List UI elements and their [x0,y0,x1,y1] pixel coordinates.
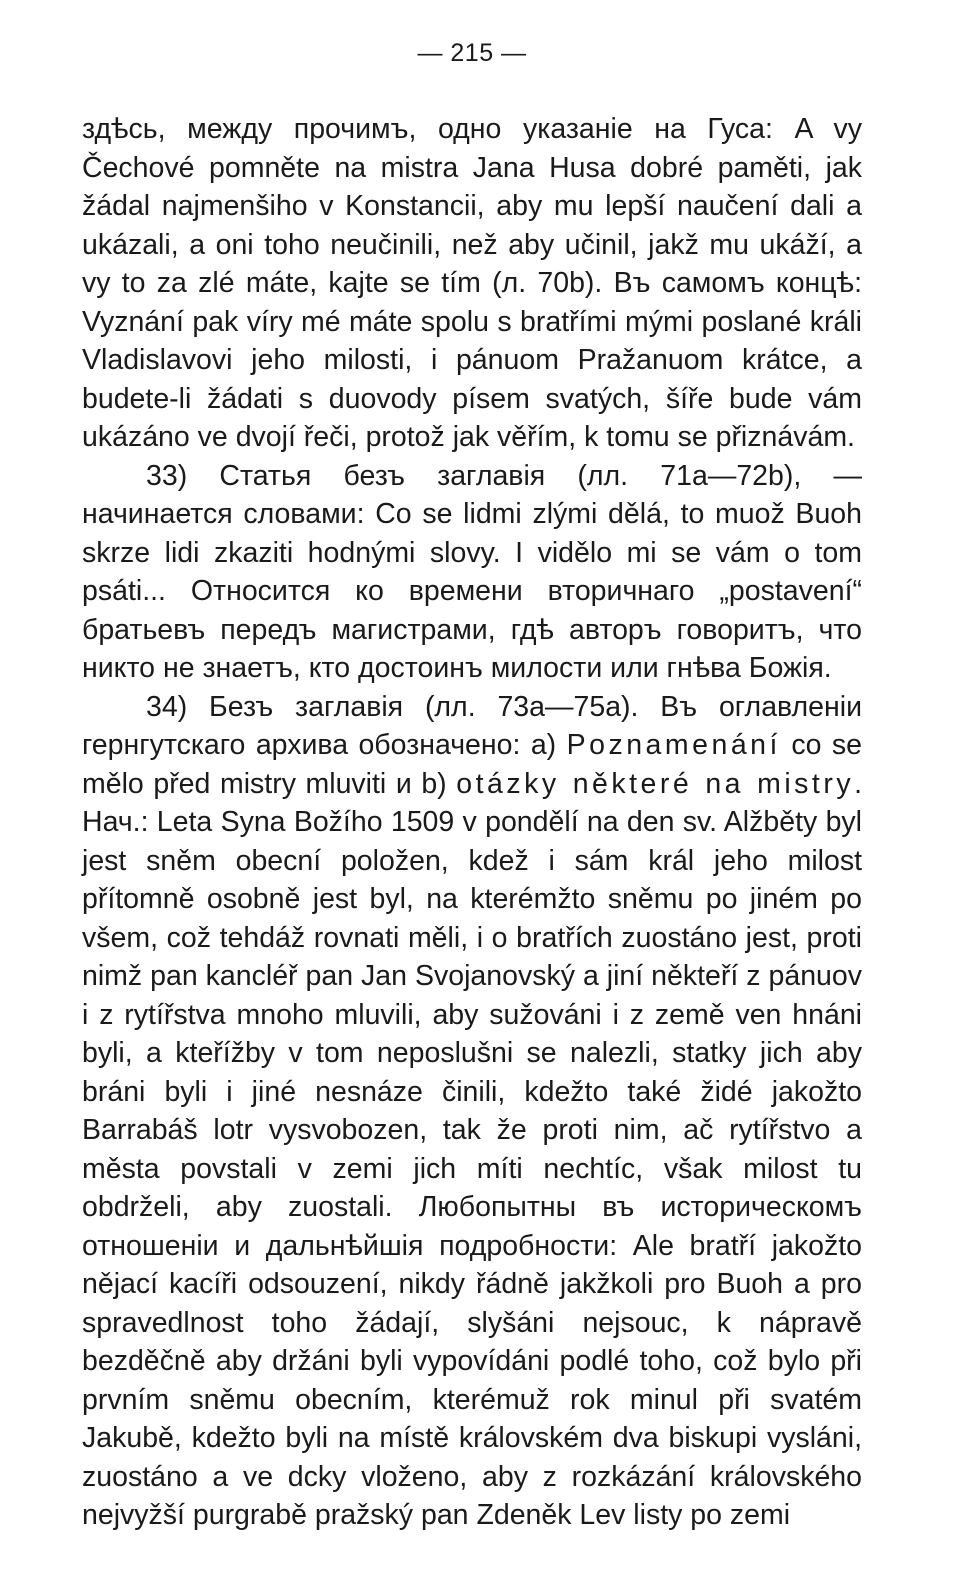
paragraph-text: . Нач.: Leta Syna Božího 1509 v pondělí na den sv. Alžběty byl jest sněm obecní položen, kdež i sám král jeho milost přítomně osobně jest byl, na kterémžto sněmu po jiném po všem, což tehdáž rovnati měli, i o bratřích zuostáno jest, proti nimž pan kancléř pan Jan Svojanovský a jiní někteří z pánuov i z rytířstva mnoho mluvili, aby sužováni i z země ven hnáni byli, a kteřížby v tom neposlušni se nalezli, statky jich aby bráni byli i jiné nesnáze činili, kdežto také židé jakožto Barrabáš lotr vysvobozen, tak že proti nim, ač rytířstvo a města povstali v zemi jich míti nechtíc, však milost tu obdrželi, aby zuostali. Любопытны въ историческомъ отношеніи и дальнѣйшія подробности: Ale bratří jakožto nějací kacíři odsouzení, nikdy řádně jakžkoli pro Buoh a pro spravedlnost toho žádají, slyšáni nejsouc, k nápravě bezděčně aby držáni byli vypovídáni podlé toho, což bylo při prvním sněmu obecním, kterémuž rok minul při svatém Jakubě, kdežto byli na místě královském dva biskupi vysláni, zuostáno a ve dcky vloženo, aby z rozkázání královského nejvyžší purgrabě pražský pan Zdeněk Lev listy po zemi [82,767,862,1531]
paragraph [82,457,862,688]
paragraph-text: 34) Безъ заглавія (лл. 73a—75a). Въ оглавленіи гернгутскаго архива обозначено: a) [82,690,862,761]
spaced-emphasis-text: Poznamenání [566,729,781,761]
page-number: — 215 — [417,39,527,67]
spaced-emphasis-text: otázky některé na mistry [456,767,855,800]
paragraph-text: co se mělo před mistry mluviti и b) [82,729,862,800]
paragraph [82,110,862,457]
paragraph [82,688,862,1535]
paragraph-text: здѣсь, между прочимъ, одно указаніе на Гуса: A vy Čechové pomněte na mistra Jana Husa dobré paměti, jak žádal najmenšiho v Konstancii, aby mu lepší naučení dali a ukázali, a oni toho neučinili, než aby učinil, jakž mu ukáží, a vy to za zlé máte, kajte se tím (л. 70b). Въ самомъ концѣ: Vyznání pak víry mé máte spolu s bratřími mými poslané králi Vladislavovi jeho milosti, i pánuom Pražanuom krátce, a budete-li žádati s duovody písem svatých, šíře bude vám ukázáno ve dvojí řeči, protož jak věřím, k tomu se přiznávám. [82,113,862,453]
paragraph-text: 33) Статья безъ заглавія (лл. 71a—72b), — начинается словами: Co se lidmi zlými dělá, to muož Buoh skrze lidi zkaziti hodnými slovy. I vidělo mi se vám o tom psáti... Относится ко времени вторичнаго „postavení“ братьевъ передъ магистрами, гдѣ авторъ говоритъ, что никто не знаетъ, кто достоинъ милости или гнѣва Божія. [82,459,862,684]
body-text [82,110,862,1535]
